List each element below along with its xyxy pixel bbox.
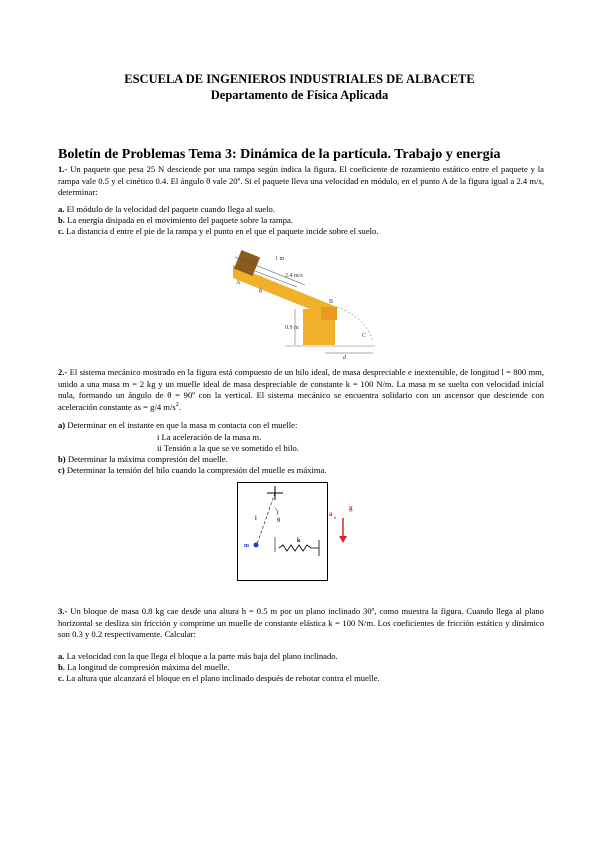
problem-2-item-a: a) Determinar en el instante en que la masa m contacta con el muelle: — [58, 420, 298, 430]
mass-m — [254, 543, 259, 548]
problem-2-text: El sistema mecánico mostrado en la figura está compuesto de un hilo ideal, de masa despreciable e inextensible, de longitud l = 800 mm, unido a una masa m = 2 kg y un muelle ideal de masa despreciable de constante k = 100 N/m. La masa m se suelta con velocidad inicial nula, formando un ángulo de θ = 90º con la vertical. El sistema mecánico se encuentra solidario con un ascensor que desciende con aceleración constante as = g/4 m/s — [58, 367, 544, 412]
svg-text:θ: θ — [277, 518, 281, 524]
problem-3-item-b: b. La longitud de compresión máxima del muelle. — [58, 662, 230, 672]
ramp-figure — [225, 245, 380, 360]
problem-3-statement — [58, 606, 544, 641]
problem-2-item-a-ii: ii Tensión a la que se ve sometido el hilo. — [157, 443, 299, 453]
svg-text:m: m — [244, 543, 249, 549]
svg-text:d: d — [343, 355, 346, 360]
svg-text:1 m: 1 m — [275, 256, 285, 262]
page-title: Boletín de Problemas Tema 3: Dinámica de la partícula. Trabajo y energía — [58, 147, 501, 162]
svg-text:θ: θ — [259, 289, 262, 295]
department-name: Departamento de Física Aplicada — [210, 88, 389, 102]
svg-text:k: k — [297, 538, 301, 544]
problem-2-item-a-i: i La aceleración de la masa m. — [157, 432, 262, 442]
trajectory-path — [337, 307, 373, 341]
school-name: ESCUELA DE INGENIEROS INDUSTRIALES DE ALBACETE — [124, 72, 475, 86]
problem-3-item-a: a. La velocidad con la que llega el bloque a la parte más baja del plano inclinado. — [58, 651, 338, 661]
problem-1-item-c: c. La distancia d entre el pie de la rampa y el punto en el que el paquete incide sobre el suelo. — [58, 226, 379, 236]
problem-2-statement: 2.- El sistema mecánico mostrado en la figura está compuesto de un hilo ideal, de masa despreciable e inextensible, de longitud l = 800 mm, unido a una masa m = 2 kg y un muelle ideal de masa despreciable de constante k = 100 N/m. La masa m se suelta con velocidad inicial nula, formando un ángulo de θ = 90º con la vertical. El sistema mecánico se encuentra solidario con un ascensor que desciende con aceleración constante as = g/4 $m/s^2$. — [58, 367, 544, 412]
svg-text:g: g — [349, 504, 353, 512]
svg-text:l: l — [255, 516, 257, 522]
problem-1-item-a: a. El módulo de la velocidad del paquete cuando llega al suelo. — [58, 204, 275, 214]
svg-text:B: B — [329, 299, 334, 305]
problem-1-number: 1.- — [58, 164, 68, 174]
problem-2-item-c: c) Determinar la tensión del hilo cuando la compresión del muelle es máxima. — [58, 465, 327, 475]
svg-text:2.4 m/s: 2.4 m/s — [285, 273, 303, 279]
elevator-box — [238, 483, 328, 581]
problem-3-item-c: c. La altura que alcanzará el bloque en el plano inclinado después de rebotar contra el muelle. — [58, 673, 380, 683]
svg-text:A: A — [236, 280, 241, 286]
svg-text:C: C — [362, 333, 367, 339]
problem-2-item-b: b) Determinar la máxima compresión del muelle. — [58, 454, 228, 464]
svg-text:0.9 m: 0.9 m — [285, 325, 299, 331]
elevator-figure — [237, 482, 387, 585]
problem-1-statement — [58, 164, 544, 199]
problem-1-text: Un paquete que pesa 25 N desciende por una rampa según indica la figura. El coeficiente de rozamiento estático entre el paquete y la rampa vale 0.5 y el cinético 0.4. El ángulo θ vale 20º. Si el paquete lleva una velocidad en módulo, en el punto A de la figura igual a 2.4 m/s, determinar: — [58, 164, 544, 198]
problem-2-number: 2.- — [58, 367, 68, 377]
svg-text:s: s — [334, 516, 336, 521]
problem-3-number: 3.- — [58, 606, 68, 616]
problem-3-text: Un bloque de masa 0.8 kg cae desde una altura h = 0.5 m por un plano inclinado 30º, como muestra la figura. Cuando llega al plano horizontal se desliza sin fricción y comprime un muelle de constante elástica k = 100 N/m. Los coeficientes de fricción estático y dinámico son 0.3 y 0.2 respectivamente. Calcular: — [58, 606, 544, 640]
svg-text:a: a — [329, 510, 333, 518]
problem-1-item-b: b. La energía disipada en el movimiento del paquete sobre la rampa. — [58, 215, 293, 225]
